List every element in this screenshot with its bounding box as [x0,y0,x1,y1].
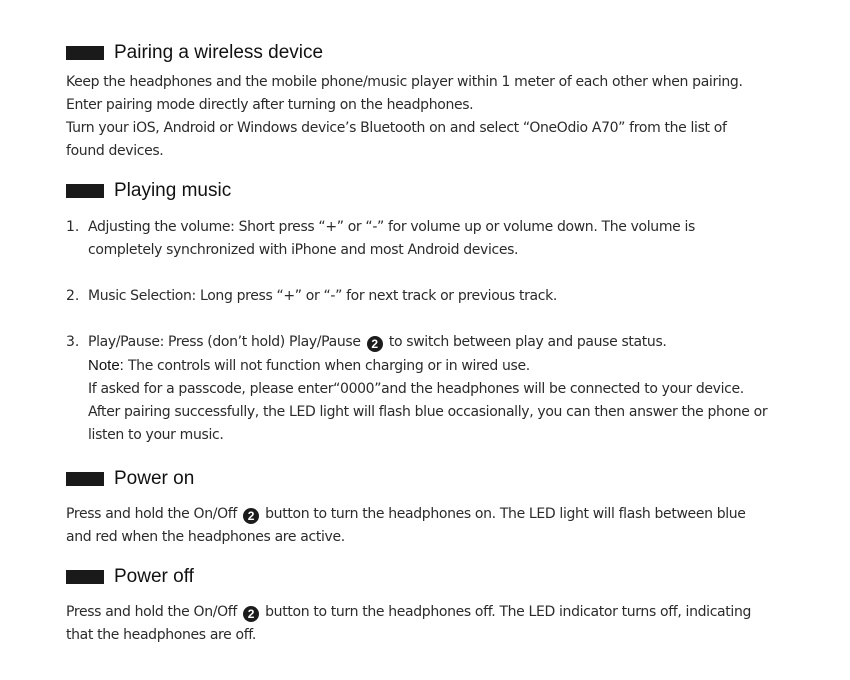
pairing-line-3: Turn your iOS, Android or Windows device’s Bluetooth on and select “OneOdio A70” from the list of [66,120,727,136]
power-off-text-before: Press and hold the On/Off [66,604,237,620]
pairing-line-4: found devices. [66,143,164,159]
item-body [88,331,798,447]
section-title-pairing: Pairing a wireless device [114,42,324,63]
section-title-playing: Playing music [114,180,232,201]
power-on-text-after: button to turn the headphones on. The LED light will flash between blue [265,506,746,522]
item-number: 3. [66,334,80,350]
heading-bar [66,472,104,486]
item-3-line-3: If asked for a passcode, please enter“0000”and the headphones will be connected to your device. [88,381,744,397]
power-off-text-after: button to turn the headphones off. The LED indicator turns off, indicating [265,604,752,620]
power-on-paragraph [66,503,796,549]
power-on-text-before: Press and hold the On/Off [66,506,237,522]
item-1-line-2: completely synchronized with iPhone and most Android devices. [88,242,519,258]
item-number: 1. [66,219,80,235]
item-1-line-1: Adjusting the volume: Short press “+” or “-” for volume up or volume down. The volume is [88,219,695,235]
section-title-power-off: Power off [114,566,194,587]
pairing-line-2: Enter pairing mode directly after turning on the headphones. [66,97,474,113]
heading-bar [66,570,104,584]
note-line [88,354,798,378]
power-off-paragraph [66,601,796,647]
item-3-line-1 [88,331,798,354]
item-3-line-4: After pairing successfully, the LED light will flash blue occasionally, you can then answer the phone or [88,404,768,420]
power-on-line-1 [66,503,796,526]
pairing-paragraph [66,71,796,163]
section-heading-power-on [66,467,194,491]
power-off-line-2: that the headphones are off. [66,627,256,643]
item-3-text-after: to switch between play and pause status. [388,334,667,350]
item-3-text-before: Play/Pause: Press (don’t hold) Play/Pause [88,334,361,350]
note-text: The controls will not function when charging or in wired use. [127,358,530,374]
note-label: Note: [88,357,124,374]
section-heading-power-off [66,565,194,589]
pairing-line-1: Keep the headphones and the mobile phone/music player within 1 meter of each other when pairing. [66,74,743,90]
section-title-power-on: Power on [114,468,195,489]
power-on-line-2: and red when the headphones are active. [66,529,345,545]
section-heading-pairing [66,41,323,65]
heading-bar [66,184,104,198]
item-body [88,285,798,308]
item-number: 2. [66,288,80,304]
heading-bar [66,46,104,60]
section-heading-playing [66,179,231,203]
item-3-line-5: listen to your music. [88,427,224,443]
number-2-badge-icon: 2 [367,336,383,352]
power-off-line-1 [66,601,796,624]
number-2-badge-icon: 2 [243,606,259,622]
item-body [88,216,798,262]
item-2-line-1: Music Selection: Long press “+” or “-” for next track or previous track. [88,288,557,304]
number-2-badge-icon: 2 [243,508,259,524]
